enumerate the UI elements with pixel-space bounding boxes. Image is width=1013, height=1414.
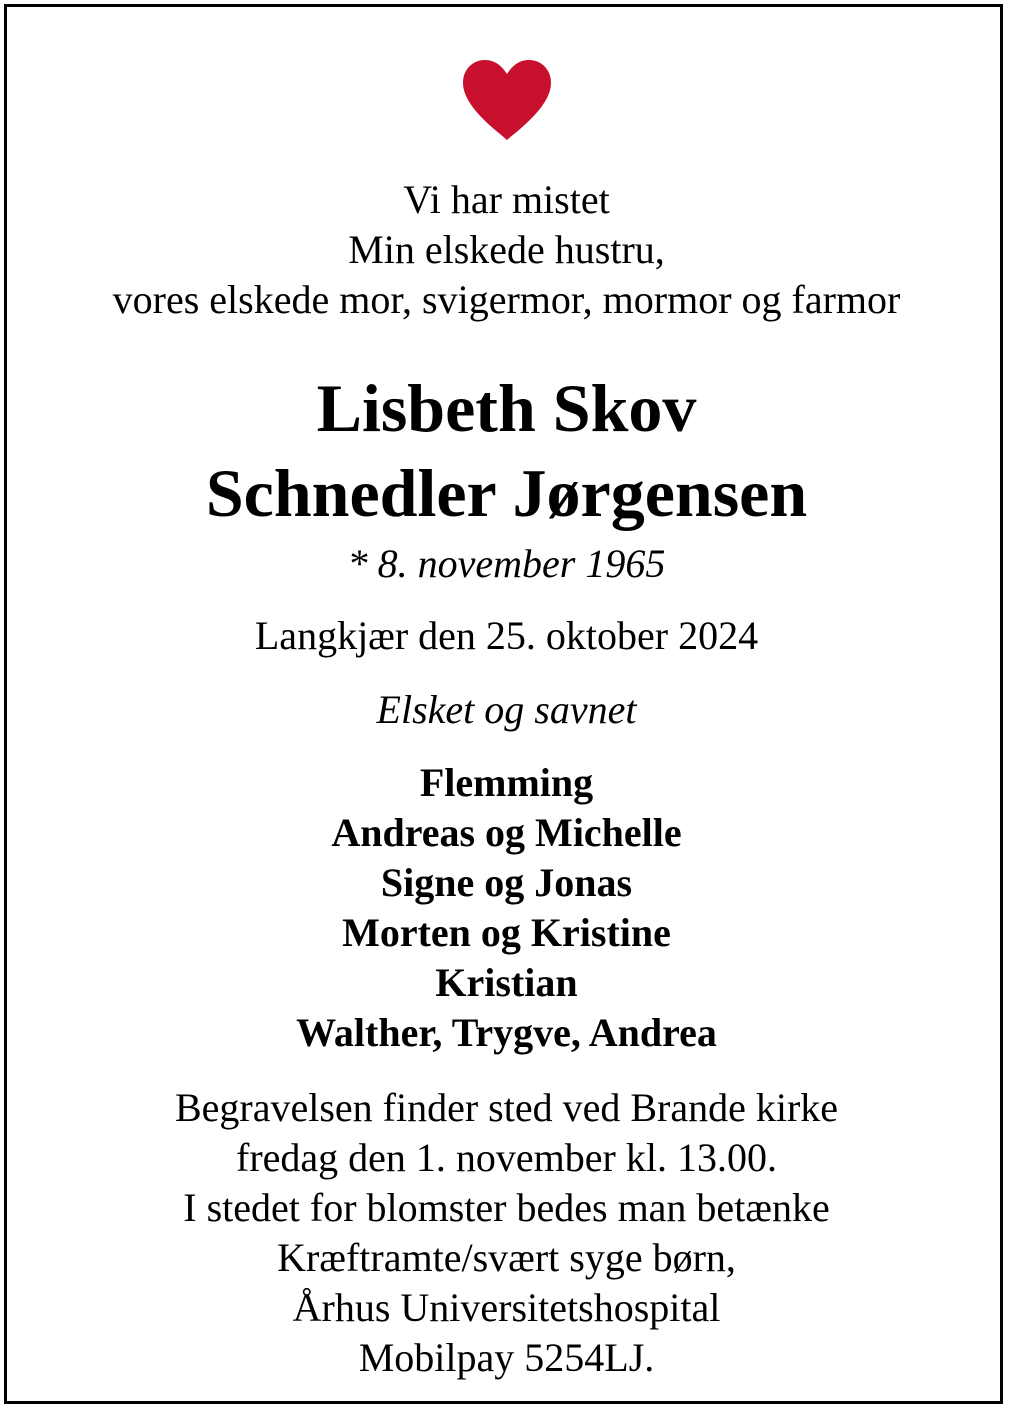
death-place-date: Langkjær den 25. oktober 2024 [254, 613, 759, 658]
family-line-4: Morten og Kristine [342, 910, 671, 955]
family-line-3: Signe og Jonas [380, 860, 633, 905]
deceased-name-line-2: Schnedler Jørgensen [205, 455, 808, 531]
funeral-line-5: Århus Universitetshospital [292, 1285, 721, 1330]
birth-date: * 8. november 1965 [347, 541, 666, 586]
tagline: Elsket og savnet [376, 687, 637, 732]
family-line-5: Kristian [435, 960, 578, 1005]
funeral-line-2: fredag den 1. november kl. 13.00. [236, 1135, 777, 1180]
family-line-6: Walther, Trygve, Andrea [296, 1010, 717, 1055]
funeral-line-3: I stedet for blomster bedes man betænke [183, 1185, 830, 1230]
intro-line-1: Vi har mistet [403, 177, 610, 222]
family-line-1: Flemming [419, 760, 594, 805]
heart-icon [461, 58, 553, 142]
heart-shape [463, 60, 551, 140]
intro-line-2: Min elskede hustru, [348, 227, 665, 272]
funeral-line-4: Kræftramte/svært syge børn, [277, 1235, 736, 1280]
funeral-line-6: Mobilpay 5254LJ. [358, 1335, 655, 1380]
deceased-name-line-1: Lisbeth Skov [316, 370, 697, 446]
funeral-line-1: Begravelsen finder sted ved Brande kirke [174, 1085, 839, 1130]
intro-line-3: vores elskede mor, svigermor, mormor og farmor [112, 277, 901, 322]
family-line-2: Andreas og Michelle [331, 810, 682, 855]
